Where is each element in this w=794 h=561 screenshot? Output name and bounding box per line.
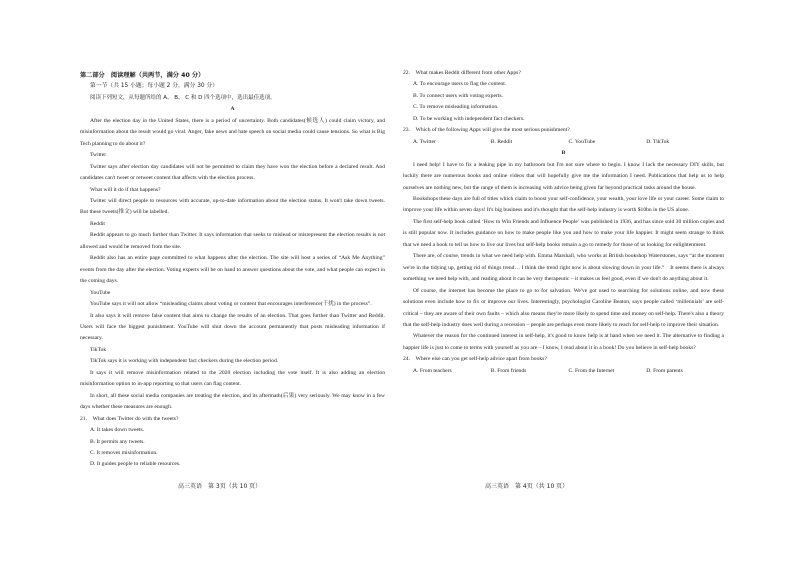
right-page <box>397 0 794 561</box>
page-footer-left: 高三英语 第 3页（共 10 页） <box>178 483 262 490</box>
q23-option-d[interactable]: D. TikTok <box>646 138 670 145</box>
page-footer-right: 高三英语 第 4页（共 10 页） <box>485 483 569 490</box>
section-subtitle: 第一节（共 15 小题；每小题 2 分，满分 30 分） <box>90 83 219 90</box>
paragraph: Reddit appears to go much further than Twitter. It says information that seeks to mislead or misrepresent the election results is not allowed and would be removed from the site. <box>80 232 385 250</box>
instruction: 阅读下列短文，从每题所给的 A、 B、 C 和 D 四个选项中，选出最佳选项。 <box>90 94 276 101</box>
paragraph: Of course, the internet has become the place to go to for salvation. We've got used to searching for solutions online, and now these solutions even include how to fix or improve our lives. Interestingly, psychologist Caroline Beaton, says people called ‘millennials’ are self-critical – they are aware of their own faults – which also means they're more likely to spend time and money on self-help. There's also a theory that the self-help industry does well during a recession – people are perhaps even more likely to reach for self-help to improve their situation. <box>403 287 724 328</box>
q22-option-c[interactable]: C. To remove misleading information. <box>413 104 499 111</box>
paragraph: The first self-help book called ‘How to Win Friends and Influence People’ was published in 1936, and has since sold 30 million copies and is still popular now. It includes guidance on how to make people like you and how to make your life happier. It might seem strange to think that we need a book to tell us how to live our lives but self-help books remain a go to remedy for those of us looking for enlightenment. <box>403 218 724 248</box>
q24-option-a[interactable]: A. From teachers <box>413 367 452 374</box>
q23-option-b[interactable]: B. Reddit <box>490 138 513 145</box>
paragraph: YouTube says it will not allow “misleading claims about voting or content that encourages interference(干扰) in the process”. <box>90 301 372 308</box>
section-title: 第二部分 阅读理解（共两节，满分 40 分） <box>80 72 205 79</box>
paragraph: Bookshops these days are full of titles which claim to boost your self-confidence, your wealth, your love life or your career. Some claim to improve your life within seven days! It's big business and it's thought that the self-help industry is worth $10bn in the US alone. <box>403 195 724 214</box>
q24-option-c[interactable]: C. From the Internet <box>568 367 615 374</box>
paragraph: Twitter will direct people to resources with accurate, up-to-date information about the election status. It won't take down tweets. But these tweets(推文) will be labelled. <box>80 197 385 216</box>
paragraph: Whatever the reason for the continued interest in self-help, it's good to know help is at hand when we need it. The alternative to finding a happier life is just to come to terms with yourself as you are – I know, I read about it in a book! Do you believe in self-help books? <box>403 333 724 351</box>
subheading-youtube: YouTube <box>90 289 111 296</box>
subheading-tiktok: TikTok <box>90 346 107 353</box>
q23-option-a[interactable]: A. Twitter <box>413 138 436 145</box>
passage-label-b: B <box>561 150 566 157</box>
subheading-twitter: Twitter <box>90 152 107 159</box>
q23-option-c[interactable]: C. YouTube <box>568 138 596 145</box>
q24-option-b[interactable]: B. From friends <box>490 367 527 374</box>
q21-option-a[interactable]: A. It takes down tweets. <box>90 427 145 434</box>
question-22: 22. What makes Reddit different from other Apps? <box>403 70 521 76</box>
passage-label-a: A <box>230 106 235 113</box>
paragraph: There are, of course, trends in what we need help with. Emma Marshall, who works at British bookshop Waterstones, says “at the moment we're in the tidying up, getting rid of things trend… I think the trend right now is about slowing down in your life.” It seems there is always something we need help with, and reading about it can be very therapeutic – it makes us feel good, even if we don't do anything about it. <box>403 253 724 283</box>
paragraph: After the election day in the United States, there is a period of uncertainty. Both candidates(候选人) could claim victory, and misinformation about the result would go viral. Anger, fake news and hate speech on social media could cause tensions. So what is Big Tech planning to do about it? <box>80 117 385 147</box>
paragraph: In short, all these social media companies are treating the election, and its aftermath(后果) very seriously. We may know in a few days whether these measures are enough. <box>80 392 385 411</box>
q21-option-c[interactable]: C. It removes misinformation. <box>90 449 158 456</box>
paragraph: Twitter says after election day candidates will not be permitted to claim they have won the election before a declared result. And candidates can't tweet or retweet content that affects with the election process. <box>80 163 385 182</box>
q22-option-a[interactable]: A. To encourage users to flag the content. <box>413 81 507 88</box>
q21-option-b[interactable]: B. It permits any tweets. <box>90 438 145 445</box>
q21-option-d[interactable]: D. It guides people to reliable resources. <box>90 461 181 468</box>
paragraph: It also says it will remove false content that aims to change the results of an election. That goes further than Twitter and Reddit. Users will face the biggest punishment. YouTube will shut down the account permanently that posts misleading information if necessary. <box>80 312 385 342</box>
question-24: 24. Where else can you get self-help advice apart from books? <box>403 356 547 363</box>
paragraph: I need help! I have to fix a leaking pipe in my bathroom but I'm not sure where to begin. I know I lack the necessary DIY skills, but luckily there are numerous books and online videos that will hopefully give me the information I need. Publications that help us to help ourselves are nothing new, but the range of them is increasing with advice being given far beyond practical tasks around the house. <box>403 161 724 191</box>
q24-option-d[interactable]: D. From parents <box>646 367 683 374</box>
paragraph: TikTok says it is working with independent fact checkers during the election period. <box>90 358 279 365</box>
paragraph: Reddit also has an entire page committed to what happens after the election. The site will host a series of “Ask Me Anything” events from the day after the election. Voting experts will be on hand to answer questions about the vote, and what people can expect in the coming days. <box>80 255 385 285</box>
paragraph: What will it do if that happens? <box>90 186 161 193</box>
q22-option-d[interactable]: D. To be working with independent fact checkers. <box>413 115 525 122</box>
q23-options <box>403 137 724 148</box>
paragraph: It says it will remove misinformation related to the 2020 election including the vote itself. It is also adding an election misinformation option to in-app reporting so that users can flag content. <box>80 369 385 388</box>
question-23: 23. Which of the following Apps will give the most serious punishment? <box>403 127 570 134</box>
q22-option-b[interactable]: B. To connect users with voting experts. <box>413 92 503 99</box>
question-21: 21. What does Twitter do with the tweets? <box>80 415 179 422</box>
q24-options <box>403 366 724 377</box>
subheading-reddit: Reddit <box>90 220 105 227</box>
